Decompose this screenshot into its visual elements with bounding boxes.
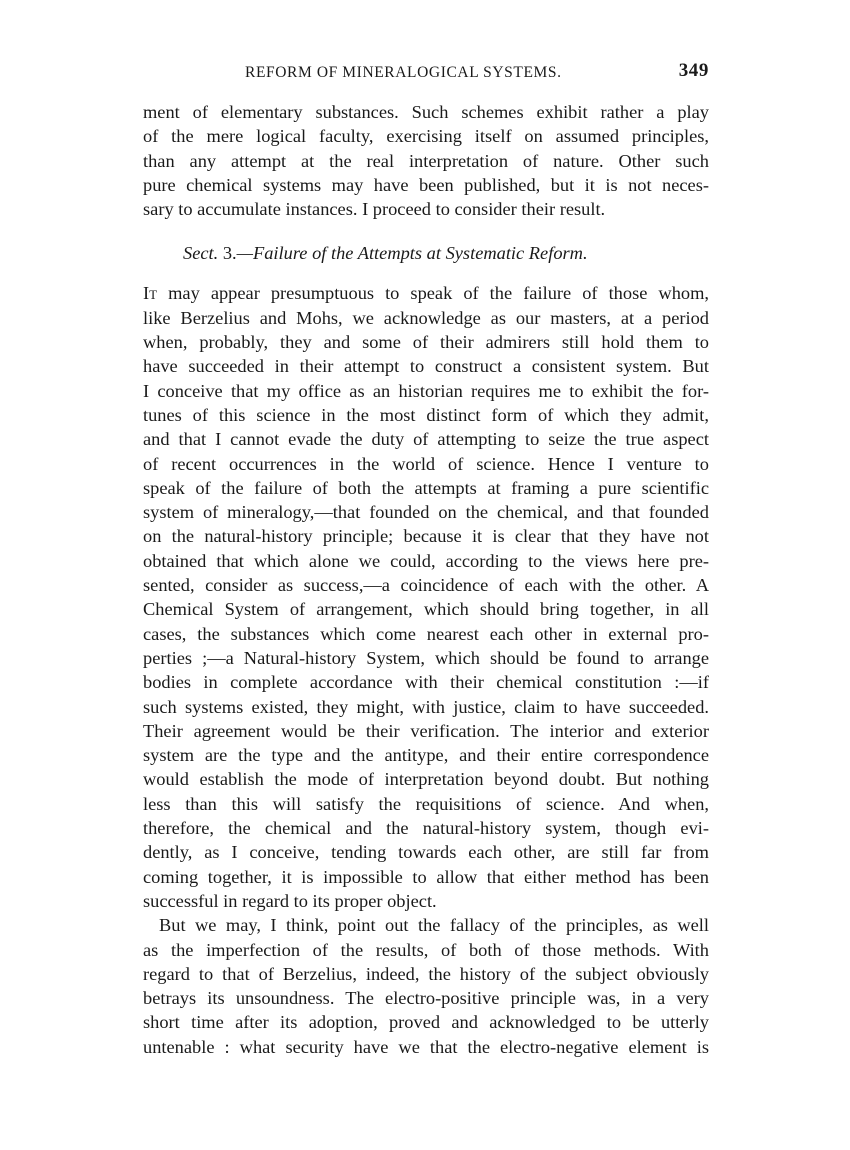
running-head	[143, 58, 709, 86]
text-line: bodies in complete accordance with their chemical constitution :—if	[143, 672, 709, 693]
text-line: I conceive that my office as an historian requires me to exhibit the for-	[143, 380, 709, 401]
paragraph-2	[143, 281, 709, 913]
text-line: But we may, I think, point out the fallacy of the principles, as well	[159, 915, 709, 936]
section-label: Sect.	[183, 243, 219, 264]
text-line-rest: may appear presumptuous to speak of the failure of those whom,	[157, 283, 709, 304]
text-line: therefore, the chemical and the natural-history system, though evi-	[143, 818, 709, 839]
text-line: tunes of this science in the most distinct form of which they admit,	[143, 404, 709, 425]
text-line: Their agreement would be their verification. The interior and exterior	[143, 720, 709, 741]
text-line: when, probably, they and some of their admirers still hold them to	[143, 332, 709, 353]
text-line: than any attempt at the real interpretation of nature. Other such	[143, 150, 709, 171]
text-line: untenable : what security have we that the electro-negative element is	[143, 1036, 709, 1057]
text-line: of recent occurrences in the world of science. Hence I venture to	[143, 453, 709, 474]
text-line: and that I cannot evade the duty of attempting to seize the true aspect	[143, 429, 709, 450]
text-line: of the mere logical faculty, exercising itself on assumed principles,	[143, 126, 709, 147]
text-line: successful in regard to its proper object.	[143, 890, 437, 911]
paragraph-1	[143, 100, 709, 221]
text-line: like Berzelius and Mohs, we acknowledge as our masters, at a period	[143, 307, 709, 328]
text-line-first	[143, 281, 709, 305]
text-line: pure chemical systems may have been published, but it is not neces-	[143, 174, 709, 195]
text-line: cases, the substances which come nearest each other in external pro-	[143, 623, 709, 644]
text-line: on the natural-history principle; because it is clear that they have not	[143, 526, 709, 547]
running-title: REFORM OF MINERALOGICAL SYSTEMS.	[245, 64, 562, 81]
text-line: short time after its adoption, proved and acknowledged to be utterly	[143, 1012, 709, 1033]
text-line: Chemical System of arrangement, which should bring together, in all	[143, 599, 709, 620]
page-number: 349	[678, 60, 709, 81]
text-line: would establish the mode of interpretation beyond doubt. But nothing	[143, 769, 709, 790]
text-line: dently, as I conceive, tending towards each other, are still far from	[143, 842, 709, 863]
text-line: sented, consider as success,—a coincidence of each with the other. A	[143, 575, 709, 596]
section-heading	[183, 241, 709, 265]
text-line: regard to that of Berzelius, indeed, the history of the subject obviously	[143, 963, 709, 984]
text-line: coming together, it is impossible to allow that either method has been	[143, 866, 709, 887]
text-line: such systems existed, they might, with justice, claim to have succeeded.	[143, 696, 709, 717]
text-line: have succeeded in their attempt to construct a consistent system. But	[143, 356, 709, 377]
book-page	[143, 58, 709, 1059]
text-line: system are the type and the antitype, and their entire correspondence	[143, 745, 709, 766]
text-line: ment of elementary substances. Such schemes exhibit rather a play	[143, 102, 709, 122]
text-line: sary to accumulate instances. I proceed to consider their result.	[143, 199, 606, 220]
section-number: 3.	[222, 243, 237, 264]
text-line: perties ;—a Natural-history System, which should be found to arrange	[143, 647, 709, 668]
text-line: less than this will satisfy the requisitions of science. And when,	[143, 793, 709, 814]
first-word: It	[143, 283, 158, 304]
text-line: system of mineralogy,—that founded on the chemical, and that founded	[143, 502, 709, 523]
text-line: as the imperfection of the results, of both of those methods. With	[143, 939, 709, 960]
text-line: obtained that which alone we could, according to the views here pre-	[143, 550, 709, 571]
text-line: speak of the failure of both the attempts at framing a pure scientific	[143, 477, 709, 498]
paragraph-3	[143, 913, 709, 1059]
text-line: betrays its unsoundness. The electro-positive principle was, in a very	[143, 988, 709, 1009]
section-title: —Failure of the Attempts at Systematic Reform.	[236, 243, 588, 264]
